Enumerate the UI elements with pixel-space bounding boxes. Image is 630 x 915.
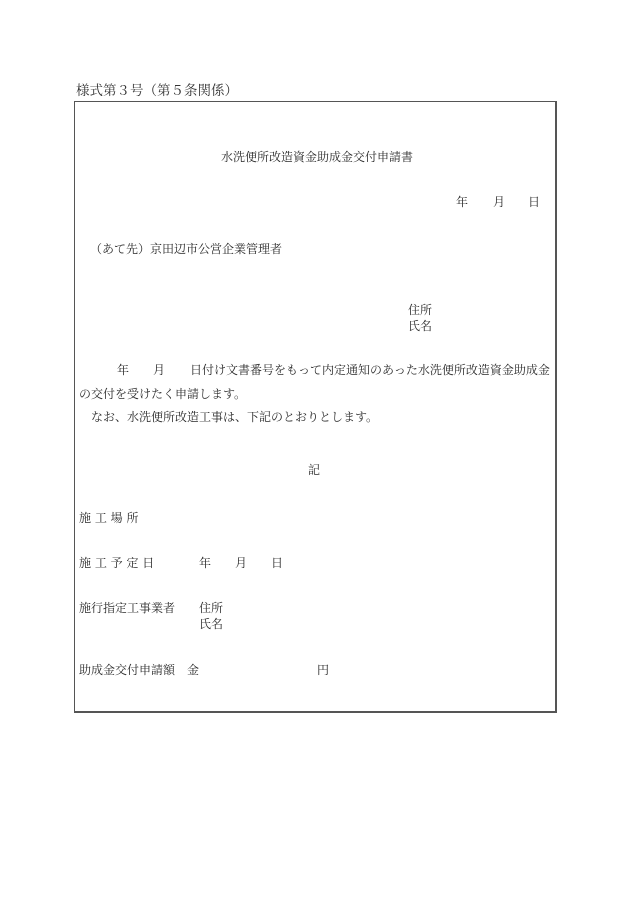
body-text-line2: の交付を受けたく申請します。 xyxy=(79,387,247,401)
form-number: 様式第３号（第５条関係） xyxy=(76,83,238,99)
body-text-line3: なお、水洗便所改造工事は、下記のとおりとします。 xyxy=(91,410,379,424)
date-day-label: 日 xyxy=(528,195,541,209)
body-year-label: 年 xyxy=(117,363,130,377)
date-year-label: 年 xyxy=(456,195,469,209)
contractor-label: 施行指定工事業者 xyxy=(79,601,176,615)
contractor-name-label: 氏名 xyxy=(199,617,224,631)
contractor-address-label: 住所 xyxy=(199,601,224,615)
scheduled-year-label: 年 xyxy=(199,556,212,570)
date-month-label: 月 xyxy=(493,195,506,209)
document-title: 水洗便所改造資金助成金交付申請書 xyxy=(221,150,414,164)
construction-site-label: 施 工 場 所 xyxy=(79,511,139,525)
amount-prefix: 金 xyxy=(187,663,200,677)
ki-heading: 記 xyxy=(308,463,321,477)
application-form-frame xyxy=(74,101,557,713)
addressee: （あて先）京田辺市公営企業管理者 xyxy=(90,242,283,256)
scheduled-day-label: 日 xyxy=(271,556,284,570)
scheduled-date-label: 施 工 予 定 日 xyxy=(79,556,155,570)
grant-amount-label: 助成金交付申請額 xyxy=(79,663,176,677)
applicant-address-label: 住所 xyxy=(408,303,433,317)
applicant-name-label: 氏名 xyxy=(408,319,433,333)
body-month-label: 月 xyxy=(153,363,166,377)
body-text-line1: 日付け文書番号をもって内定通知のあった水洗便所改造資金助成金 xyxy=(190,363,550,377)
amount-suffix-yen: 円 xyxy=(317,663,330,677)
scheduled-month-label: 月 xyxy=(235,556,248,570)
